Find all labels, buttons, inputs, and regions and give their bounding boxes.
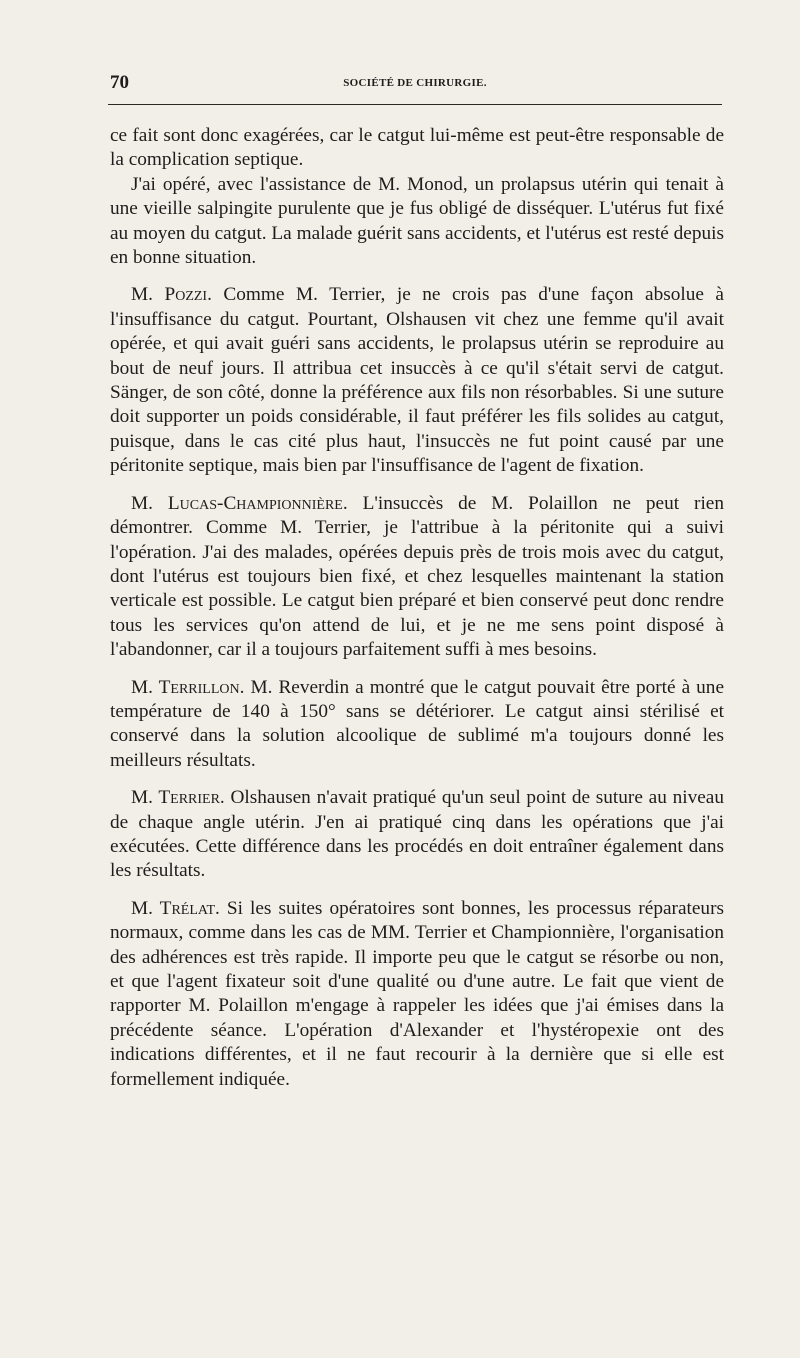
paragraph — [110, 124, 724, 173]
paragraph — [110, 173, 724, 271]
paragraph — [110, 283, 724, 478]
header-rule — [108, 104, 722, 105]
paragraph-text: ce fait sont donc exagérées, car le catgut lui-même est peut-être responsable de la complication septique. — [110, 125, 724, 171]
speaker-name: M. Terrier. — [131, 787, 225, 809]
paragraph — [110, 492, 724, 663]
speaker-name: M. Pozzi. — [131, 284, 212, 306]
body-text — [110, 124, 724, 1092]
page-header — [108, 70, 722, 100]
paragraph — [110, 897, 724, 1092]
page-number: 70 — [110, 72, 129, 93]
paragraph-text: M. Reverdin a montré que le catgut pouvait être porté à une température de 140 à 150° sans se détériorer. Le catgut ainsi stérilisé et conservé dans la solution alcoolique de sublimé m'a toujours donné les meilleurs résultats. — [110, 676, 725, 771]
paragraph — [110, 676, 724, 774]
paragraph-text: J'ai opéré, avec l'assistance de M. Monod, un prolapsus utérin qui tenait à une vieille salpingite purulente que je fus obligé de disséquer. L'utérus fut fixé au moyen du catgut. La malade guérit sans accidents, et l'utérus est resté depuis en bonne situation. — [110, 173, 724, 269]
paragraph — [110, 786, 724, 884]
speaker-name: M. Trélat. — [131, 897, 220, 919]
speaker-name: M. Lucas-Championnière. — [131, 492, 348, 514]
paragraph-text: L'insuccès de M. Polaillon ne peut rien démontrer. Comme M. Terrier, je l'attribue à la péritonite qui a suivi l'opération. J'ai des malades, opérées depuis près de trois mois avec du catgut, dont l'utérus est toujours bien fixé, et chez lesquelles maintenant la station verticale est possible. Le catgut bien préparé et bien conservé peut donc rendre tous les services qu'on attend de lui, et je ne me sens point disposé à l'abandonner, car il a toujours parfaitement suffi à mes besoins. — [110, 492, 724, 661]
paragraph-text: Comme M. Terrier, je ne crois pas d'une façon absolue à l'insuffisance du catgut. Pourtant, Olshausen vit chez une femme qu'il avait opérée, et qui avait guéri sans accidents, le prolapsus utérin se reproduire au bout de neuf jours. Il attribua cet insuccès à ce qu'il s'était servi de catgut. Sänger, de son côté, donne la préférence aux fils non résorbables. Si une suture doit supporter un poids considérable, il faut préférer les fils solides au catgut, puisque, dans le cas cité plus haut, l'insuccès ne fut point causé par une péritonite septique, mais bien par l'insuffisance de l'agent de fixation. — [110, 284, 724, 477]
speaker-name: M. Terrillon. — [131, 676, 245, 698]
paragraph-text: Si les suites opératoires sont bonnes, les processus réparateurs normaux, comme dans les cas de MM. Terrier et Championnière, l'organisation des adhérences est très rapide. Il importe peu que le catgut se résorbe ou non, et que l'agent fixateur soit d'une qualité ou d'une autre. Le fait que vient de rapporter M. Polaillon m'engage à rappeler les idées que j'ai émises dans la précédente séance. L'opération d'Alexander et l'hystéropexie ont des indications différentes, et il ne faut recourir à la dernière que si elle est formellement indiquée. — [110, 897, 724, 1090]
running-head: SOCIÉTÉ DE CHIRURGIE. — [343, 77, 487, 89]
paragraph-text: Olshausen n'avait pratiqué qu'un seul point de suture au niveau de chaque angle utérin. J'en ai pratiqué cinq dans les opérations que j'ai exécutées. Cette différence dans les procédés en doit entraîner également dans les résultats. — [110, 787, 724, 882]
